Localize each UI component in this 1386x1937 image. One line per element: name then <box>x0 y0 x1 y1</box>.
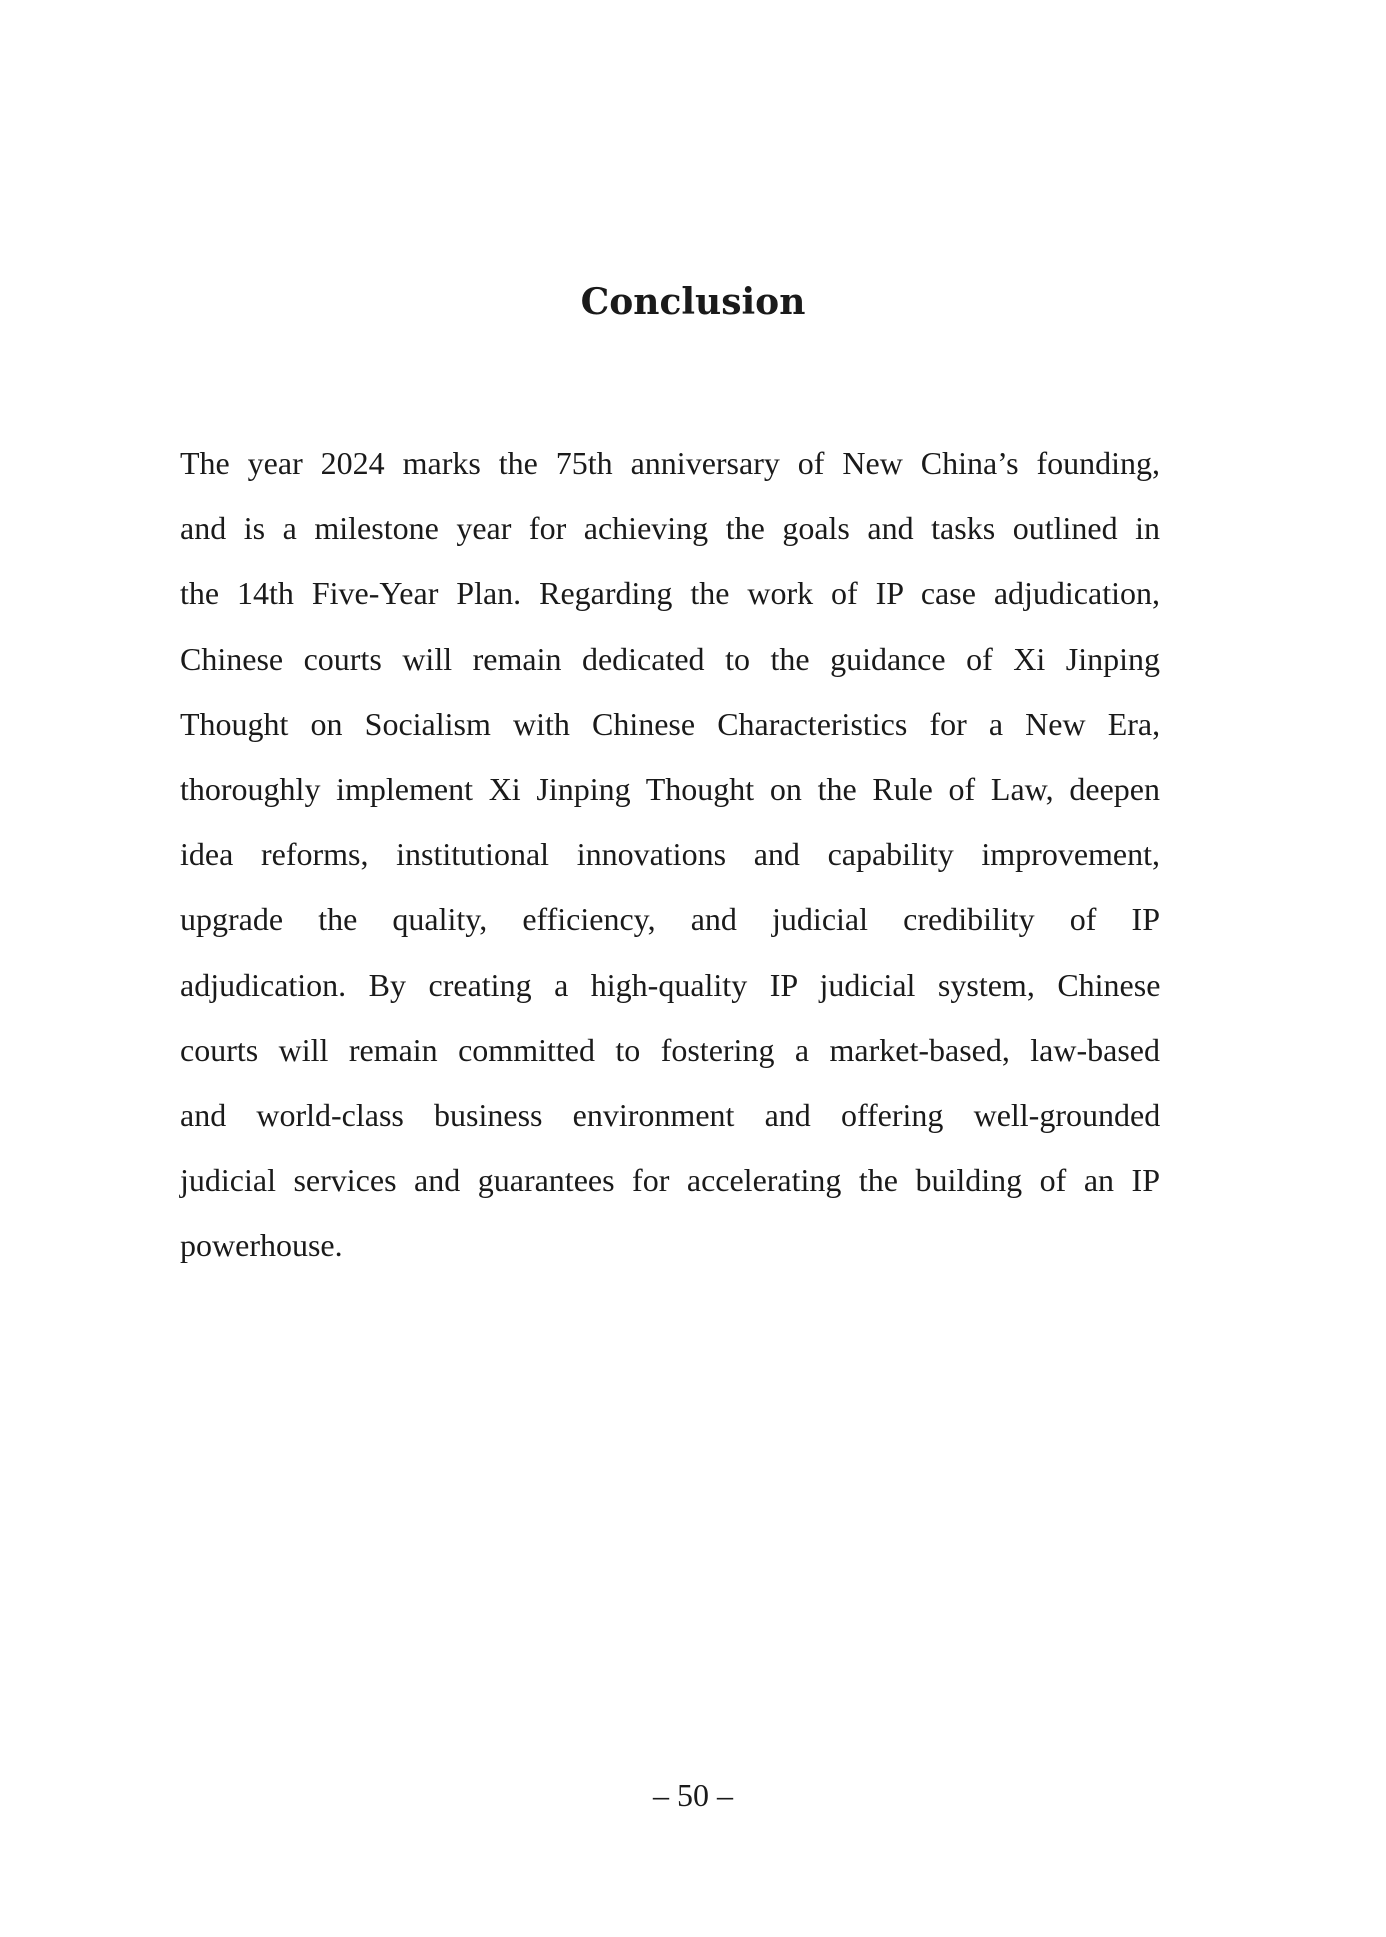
paragraph-line: upgrade the quality, efficiency, and judicial credibility of IP <box>180 901 1160 938</box>
paragraph-line: adjudication. By creating a high-quality IP judicial system, Chinese <box>180 966 1161 1003</box>
paragraph-line: the 14th Five-Year Plan. Regarding the work of IP case adjudication, <box>180 575 1160 612</box>
page-title: Conclusion <box>580 281 806 323</box>
page-number: – 50 – <box>653 1777 733 1813</box>
body-paragraph <box>180 431 1160 1279</box>
paragraph-line: idea reforms, institutional innovations and capability improvement, <box>180 836 1161 873</box>
paragraph-line: Thought on Socialism with Chinese Characteristics for a New Era, <box>180 705 1161 742</box>
paragraph-line: courts will remain committed to fostering a market-based, law-based <box>180 1031 1160 1068</box>
paragraph-line: thoroughly implement Xi Jinping Thought on the Rule of Law, deepen <box>180 771 1160 808</box>
paragraph-line: Chinese courts will remain dedicated to the guidance of Xi Jinping <box>180 640 1160 677</box>
paragraph-line: and is a milestone year for achieving the goals and tasks outlined in <box>180 510 1160 547</box>
paragraph-line: judicial services and guarantees for accelerating the building of an IP <box>180 1162 1160 1199</box>
paragraph-line: The year 2024 marks the 75th anniversary of New China’s founding, <box>180 445 1160 481</box>
paragraph-line: powerhouse. <box>180 1227 343 1264</box>
paragraph-line: and world-class business environment and offering well-grounded <box>180 1097 1161 1134</box>
